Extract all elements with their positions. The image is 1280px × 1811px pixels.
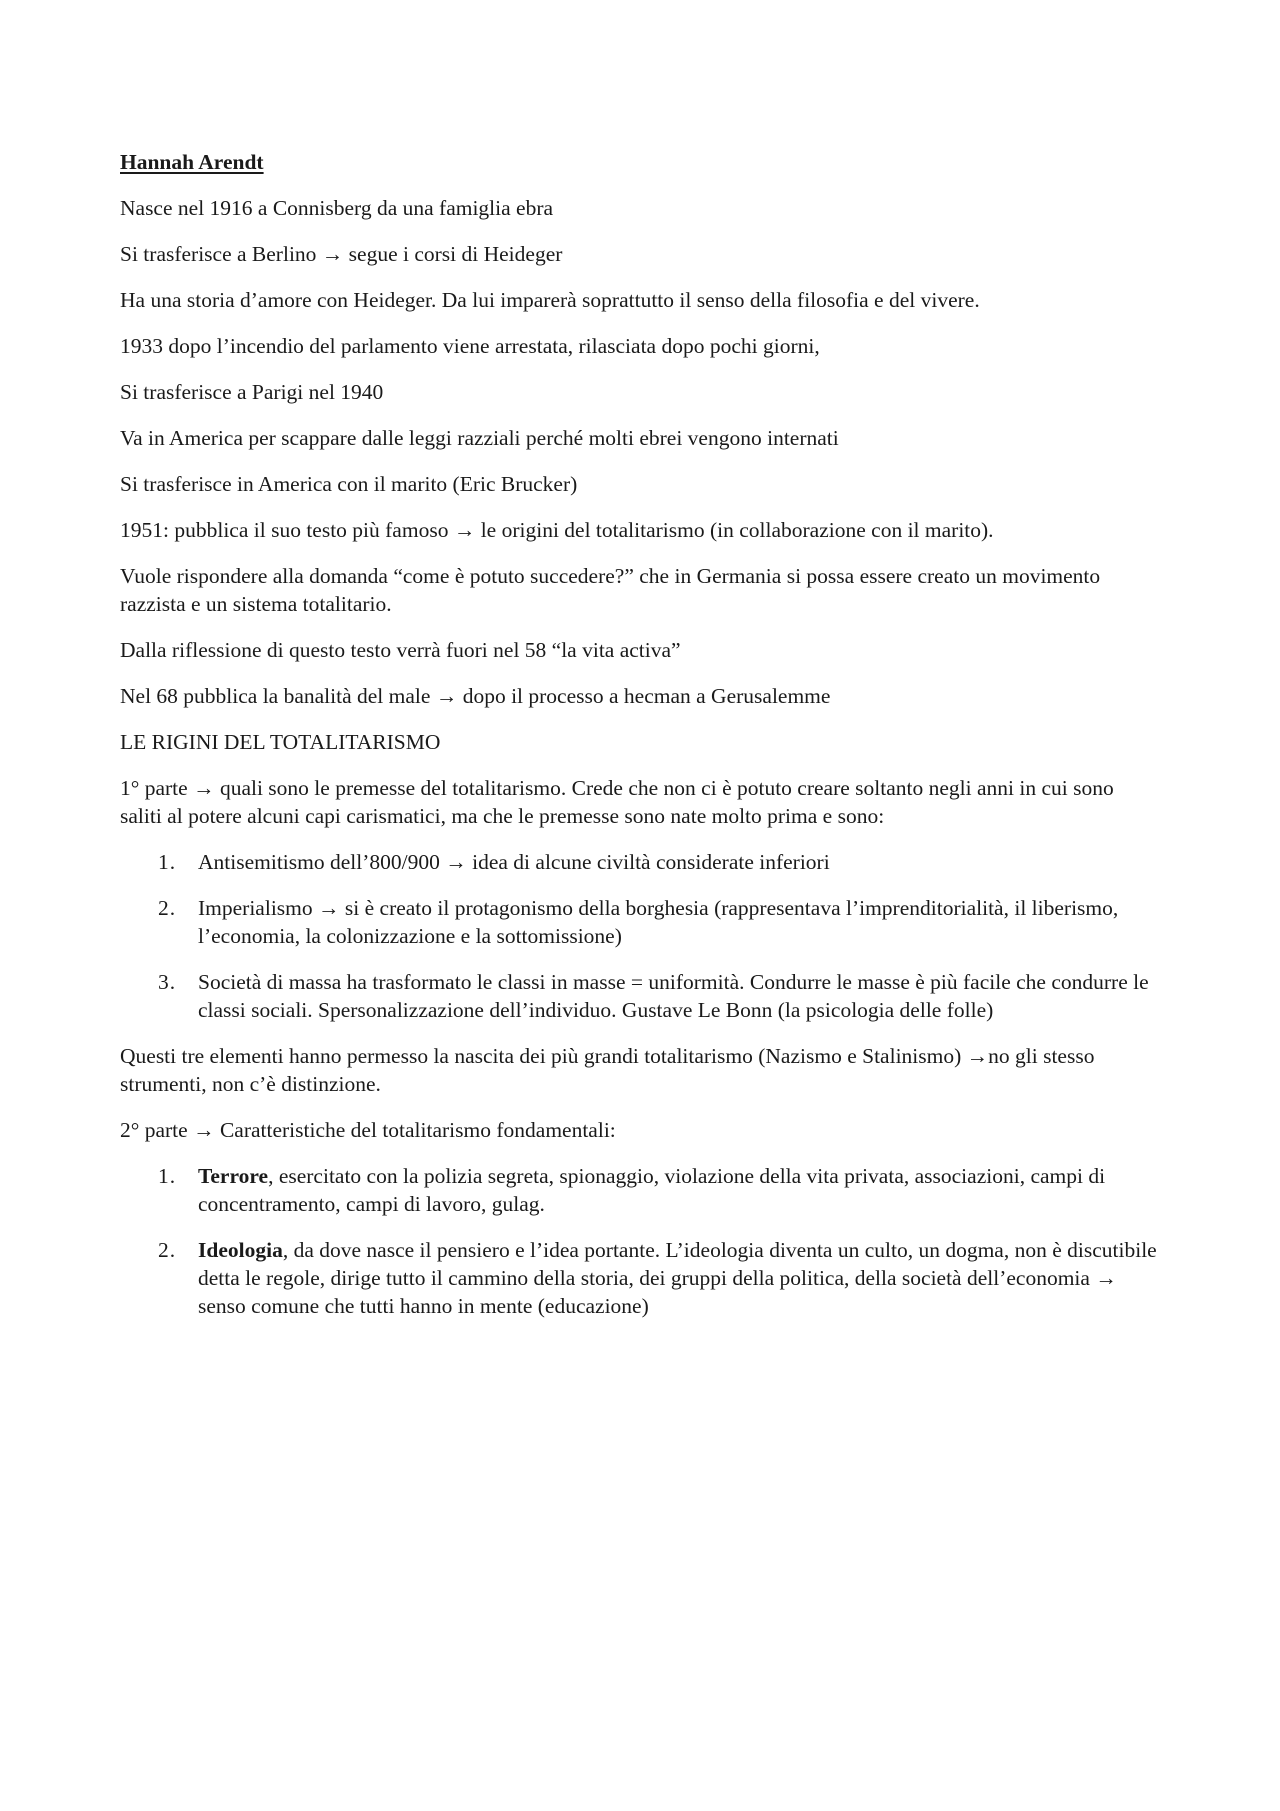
bio-line: Nel 68 pubblica la banalità del male → dopo il processo a hecman a Gerusalemme — [120, 684, 831, 708]
bio-line: Vuole rispondere alla domanda “come è potuto succedere?” che in Germania si possa essere creato un movimento razzista e un sistema totalitario. — [120, 564, 1101, 616]
part1-conclusion: Questi tre elementi hanno permesso la nascita dei più grandi totalitarismo (Nazismo e Stalinismo) →no gli stesso strumenti, non c’è distinzione. — [120, 1044, 1095, 1096]
part2-intro: 2° parte → Caratteristiche del totalitarismo fondamentali: — [120, 1118, 616, 1142]
list-item-term: Ideologia — [198, 1238, 283, 1262]
list-item — [120, 1236, 1160, 1320]
list-number: 3. — [158, 970, 177, 994]
list-item — [120, 1162, 1160, 1218]
list-item-text: , da dove nasce il pensiero e l’idea portante. L’ideologia diventa un culto, un dogma, non è discutibile detta le regole, dirige tutto il cammino della storia, dei gruppi della politica, della società dell’economia → senso comune che tutti hanno in mente (educazione) — [198, 1238, 1157, 1318]
list-number: 2. — [158, 1238, 177, 1262]
bio-line: Nasce nel 1916 a Connisberg da una famiglia ebra — [120, 196, 554, 220]
list-number: 1. — [158, 1164, 177, 1188]
list-item-text: Società di massa ha trasformato le classi in masse = uniformità. Condurre le masse è più facile che condurre le classi sociali. Spersonalizzazione dell’individuo. Gustave Le Bonn (la psicologia delle folle) — [198, 970, 1149, 1022]
section-heading: LE RIGINI DEL TOTALITARISMO — [120, 730, 441, 754]
part1-intro: 1° parte → quali sono le premesse del totalitarismo. Crede che non ci è potuto creare soltanto negli anni in cui sono saliti al potere alcuni capi carismatici, ma che le premesse sono nate molto prima e sono: — [120, 776, 1114, 828]
list-item-text: Imperialismo → si è creato il protagonismo della borghesia (rappresentava l’imprenditorialità, il liberismo, l’economia, la colonizzazione e la sottomissione) — [198, 896, 1119, 948]
bio-line: 1933 dopo l’incendio del parlamento viene arrestata, rilasciata dopo pochi giorni, — [120, 334, 820, 358]
document-title: Hannah Arendt — [120, 150, 264, 174]
part1-list — [120, 848, 1160, 1024]
list-item-text: Antisemitismo dell’800/900 → idea di alcune civiltà considerate inferiori — [198, 850, 830, 874]
document-page — [120, 148, 1160, 1338]
bio-line: Va in America per scappare dalle leggi razziali perché molti ebrei vengono internati — [120, 426, 839, 450]
bio-line: Dalla riflessione di questo testo verrà fuori nel 58 “la vita activa” — [120, 638, 681, 662]
list-number: 2. — [158, 896, 177, 920]
part2-list — [120, 1162, 1160, 1320]
list-number: 1. — [158, 850, 177, 874]
bio-line: Si trasferisce in America con il marito (Eric Brucker) — [120, 472, 578, 496]
bio-line: 1951: pubblica il suo testo più famoso → le origini del totalitarismo (in collaborazione con il marito). — [120, 518, 994, 542]
bio-line: Si trasferisce a Parigi nel 1940 — [120, 380, 384, 404]
bio-line: Ha una storia d’amore con Heideger. Da lui imparerà soprattutto il senso della filosofia e del vivere. — [120, 288, 980, 312]
list-item-text: , esercitato con la polizia segreta, spionaggio, violazione della vita privata, associazioni, campi di concentramento, campi di lavoro, gulag. — [198, 1164, 1106, 1216]
list-item-term: Terrore — [198, 1164, 269, 1188]
bio-line: Si trasferisce a Berlino → segue i corsi di Heideger — [120, 242, 563, 266]
list-item — [120, 848, 1160, 876]
list-item — [120, 894, 1160, 950]
list-item — [120, 968, 1160, 1024]
